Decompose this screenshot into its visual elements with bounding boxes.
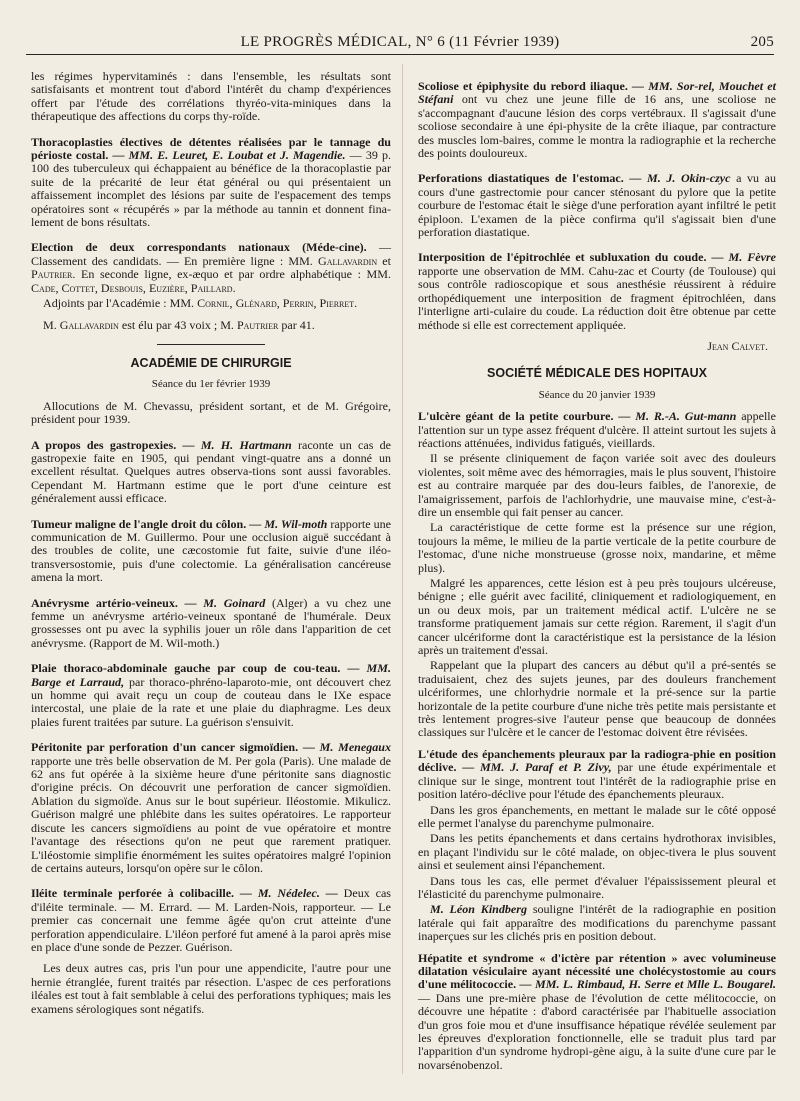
intro-paragraph: les régimes hypervitaminés : dans l'ensemble, les résultats sont satisfaisants et montrent tout d'abord l'intérêt du champ d'expériences offert par l'étude des corrélations thyréo-vita-miniques dans la thérapeutique des affections du corps thy-roïde. <box>31 69 391 124</box>
section-rule <box>157 344 265 345</box>
article-election <box>31 241 391 295</box>
running-header <box>26 34 774 55</box>
article-body: — Dans une pre-mière phase de l'évolution de cette mélitococcie, on découvre une hépatite : d'abord caractérisée par l'habituelle association d'un gros foie mou et d'une insuffisance hépatique révélée seulement par les épreuves d'exploration fonctionnelle, elle se traduit plus tard par l'apparition d'un syndrome hydropi-gène aigu, à la suite d'une cure par le novarsénobenzol. <box>418 990 776 1072</box>
article-authors: — MM. Barge et Larraud, <box>31 661 391 689</box>
article-authors: — MM. L. Rimbaud, H. Serre et Mlle L. Bougarel. <box>519 977 776 992</box>
elected-paragraph <box>31 319 391 332</box>
article-title: Tumeur maligne de l'angle droit du côlon. <box>31 516 247 531</box>
article-body: et <box>382 253 391 268</box>
article-authors: M. Léon Kindberg <box>430 902 527 917</box>
section-title-societe: SOCIÉTÉ MÉDICALE DES HOPITAUX <box>487 366 707 381</box>
person-name: Gallavardin <box>59 317 119 332</box>
article-hepatite <box>418 952 776 1073</box>
article-title: Scoliose et épiphysite du rebord iliaque. <box>418 79 628 93</box>
article-body: rapporte une très belle observation de M. Per gola (Paris). Une malade de 62 ans fut opérée à la sixième heure d'une péritonite sans diagnostic d'origine précis. On découvrit une perforation de cancer sigmoïdien. Ablation du sigmoïde. Anus sur le bout supérieur. Iléostomie. Mikulicz. Guérison malgré une phlébite dans les suites opératoires. Le rapporteur discute les cancers sigmoïdiens au point de vue opératoire et montre l'avantage des résections qu'on ne peut que rarement pratiquer. L'iléostomie simplifie énormément les suites opératoires malgré l'opinion de certains auteurs, lorsqu'on opère sur le côlon. <box>31 753 391 875</box>
article-entry <box>418 172 776 239</box>
article-body: par thoraco-phréno-laparoto-mie, ont découvert chez un homme qui avait reçu un coup de couteau dans le IXe espace intercostal, une plaie de la rate et une plaie du diaphragme. Les deux plaies furent traitées par suture. La guérison s'ensuivit. <box>31 674 391 729</box>
epanch-paragraph: Dans tous les cas, elle permet d'évaluer l'épaississement pleural et l'élasticité du parenchyme pulmonaire. <box>418 873 776 901</box>
article-ulcere <box>418 410 776 450</box>
article-entry <box>31 439 391 506</box>
seance-date: Séance du 1er février 1939 <box>151 378 271 391</box>
column-divider <box>402 64 403 1074</box>
person-name: Pautrier <box>31 267 73 282</box>
page-number: 205 <box>750 34 774 50</box>
article-body: . <box>232 280 236 295</box>
article-body: — Classement des candidats. — En première ligne : MM. <box>31 240 391 268</box>
person-name: Cornil, Glénard, Perrin, Pierret <box>197 296 355 311</box>
signature: Jean Calvet. <box>707 338 768 353</box>
article-authors: — MM. E. Leuret, E. Loubat et J. Magendie. <box>112 148 346 163</box>
article-body: par 41. <box>281 317 315 332</box>
article-entry <box>31 887 391 954</box>
ulcere-paragraph: Rappelant que la plupart des cancers au début qu'il a pré-sentés se traduisaient, chez des sujets jeunes, par des douleurs franchement ulcériformes, une chlorhydrie normale et la pré-sence sur la partie horizontale de la petite courbure d'une niche très petite mais persistante et très lentement progres-sive l'auteur pense que beaucoup de données classiques sur l'ulcère et le cancer de l'estomac doivent être révisées. <box>418 658 776 740</box>
article-body: — 39 p. 100 des tuberculeux qui échappaient au bénéfice de la thoracoplastie par suite de la précarité de leur état général ou qui présentaient un affaissement incomplet des lésions par suite de l'espacement des temps opératoires sont « récupérés » par la méthode au tannin et donnent fina-lement de bons résultats. <box>31 148 392 230</box>
article-entry <box>31 662 391 729</box>
article-authors: — MM. Sor-rel, Mouchet et Stéfani <box>418 79 777 107</box>
article-authors: — M. H. Hartmann <box>182 437 292 452</box>
article-body: Deux cas d'iléite terminale. — M. Errard. — M. Larden-Nois, rapporteur. — Le premier cas concernait une femme âgée qu'on crut atteinte d'une perforation appendiculaire. L'iléon perforé fut amené à la paroi après mise en place d'une sonde de Pezzer. Guérison. <box>31 886 391 954</box>
article-title: Plaie thoraco-abdominale gauche par coup de cou-teau. <box>31 661 341 676</box>
article-title: A propos des gastropexies. <box>31 437 177 452</box>
article-body: rapporte une communication de M. Guillermo. Pour une occlusion aiguë succédant à des troubles de colite, une cæcostomie fut faite, suivie d'une iléo-transversostomie, puis d'une colectomie. La généralisation cancéreuse amena la mort. <box>31 516 392 585</box>
article-title: Thoracoplasties électives de détentes réalisées par le tannage du périoste costal. <box>31 134 391 163</box>
article-authors: — MM. J. Paraf et P. Zivy, <box>462 760 612 775</box>
article-title: L'étude des épanchements pleuraux par la radiogra-phie en position déclive. <box>418 746 776 775</box>
epanch-paragraph: Dans les petits épanchements et dans certains hydrothorax invisibles, en plaçant l'individu sur le côté malade, on objec-tivera le plus souvent ainsi et seulement ainsi l'épanchement. <box>418 831 776 873</box>
right-column <box>418 70 776 1074</box>
article-entry <box>31 597 391 651</box>
article-authors: — M. Goinard <box>184 595 266 610</box>
article-body: raconte un cas de gastropexie faite en 1905, qui pendant vingt-quatre ans a donné un excellent résultat. Quelques autres observa-tions sont aussi favorables. Cependant M. Hartmann estime que le port d'une ceinture est généralement aussi efficace. <box>31 437 392 506</box>
article-entry <box>418 251 776 331</box>
article-body: . En seconde ligne, ex-æquo et par ordre alphabétique : MM. <box>72 267 391 282</box>
article-body: ont vu chez une jeune fille de 16 ans, une scoliose ne s'accompagnant d'aucune lésion des corps vertébraux. Il s'agissait d'une scoliose secondaire à une épi-physite de la crête iliaque, par contracture des muscles lom-baires, comme le montra la radiographie et la recherche des points douloureux. <box>418 92 776 161</box>
article-body: est élu par 43 voix ; M. <box>121 317 234 332</box>
person-name: Pautrier <box>236 317 279 332</box>
article-title: Anévrysme artério-veineux. <box>31 595 178 610</box>
article-body: appelle l'attention sur un type assez fréquent d'ulcère. Il atteint surtout les sujets à réactions atténuées, individus fatigués, vieillards. <box>418 409 776 450</box>
seance-date: Séance du 20 janvier 1939 <box>538 388 656 401</box>
article-authors: — M. Wil-moth <box>249 516 328 531</box>
person-name: Cade, Cottet, Desbouis, Euzière, Paillard <box>31 280 233 295</box>
article-authors: — M. Fèvre <box>711 250 776 265</box>
final-paragraph: Les deux autres cas, pris l'un pour une appendicite, l'autre pour une hernie étranglée, furent traités par résection. L'aspec de ces perforations iléales est tout à fait semblable à celui des perforations typhiques; mais les examens sérologiques sont négatifs. <box>31 961 391 1016</box>
article-authors: — M. Menegaux <box>302 740 392 755</box>
article-body: M. <box>43 317 57 332</box>
ulcere-paragraph: Il se présente cliniquement de façon variée soit avec des douleurs violentes, soit même avec des hémorragies, mais le plus souvent, l'histoire est au contraire marquée par des dou-leurs faibles, de l'anorexie, de l'amaigrissement, parfois de l'achlorhydrie, une mauvaise mine, c'est-à-dire un ensemble qui fait penser au cancer. <box>418 451 776 519</box>
article-body: . <box>354 296 358 311</box>
journal-title: LE PROGRÈS MÉDICAL, N° 6 (11 Février 1939) <box>240 34 560 50</box>
kindberg-paragraph <box>418 903 776 943</box>
article-epanchements <box>418 748 776 802</box>
article-authors: — M. Nédelec. — <box>239 886 338 901</box>
article-authors: — M. J. Okin-czyc <box>629 171 731 186</box>
article-entry <box>31 518 391 585</box>
article-body: Adjoints par l'Académie : MM. <box>43 296 195 311</box>
article-entry <box>31 741 391 875</box>
adjoints-paragraph <box>31 297 391 310</box>
ulcere-paragraph: Malgré les apparences, cette lésion est à peu près toujours ulcéreuse, bénigne ; elle guérit avec facilité, cliniquement et radiologiquement, en un ou deux mois, par un traitement médical actif. L'ulcère ne se transforme pratiquement jamais sur cette région. Rarement, il s'agit d'un cancer ulcériforme dont la caractéristique est la persistance de la lésion après un traitement d'essai. <box>418 576 776 658</box>
ulcere-paragraph: La caractéristique de cette forme est la présence sur une région, toujours la même, le milieu de la partie verticale de la petite courbure de l'estomac, d'une niche monstrueuse (grosse noix, mandarine, et même plus). <box>418 520 776 575</box>
article-thoracoplasties <box>31 136 391 230</box>
article-body: souligne l'intérêt de la radiographie en position latérale qui fait apparaître des modifications du parenchyme passant inaperçues sur les clichés pris en position debout. <box>418 902 776 944</box>
epanch-paragraph: Dans les gros épanchements, en mettant le malade sur le côté opposé elle permet l'analyse du parenchyme pulmonaire. <box>418 802 776 830</box>
article-title: Iléite terminale perforée à colibacille. <box>31 886 235 901</box>
section-title-academie: ACADÉMIE DE CHIRURGIE <box>130 355 292 370</box>
article-title: Hépatite et syndrome « d'ictère par rétention » avec volumineuse dilatation vésiculaire ayant nécessité une cholécystostomie au cours d'une mélitococcie. <box>418 950 776 992</box>
academie-articles <box>31 429 391 963</box>
article-body: (Alger) a vu chez une femme un anévrysme artério-veineux spontané de l'humérale. Deux grossesses ont pu avec la syphilis jouer un rôle dans l'apparition de cet anévrysme. (Rapport de M. Wil-moth.) <box>31 595 392 650</box>
article-title: Péritonite par perforation d'un cancer sigmoïdien. <box>31 740 299 755</box>
article-body: rapporte une observation de MM. Cahu-zac et Courty (de Toulouse) qui sous contrôle radioscopique et sous anesthésie réussirent à réduire orthopédiquement une interposition de fragment épitrochléen, dans l'interligne arti-culaire du coude. La réduction doit être obtenue par cette méthode si elle est correctement appliquée. <box>418 263 776 332</box>
article-entry <box>418 80 776 160</box>
allocutions-paragraph: Allocutions de M. Chevassu, président sortant, et de M. Grégoire, président pour 1939. <box>31 398 391 427</box>
article-title: L'ulcère géant de la petite courbure. <box>418 409 614 424</box>
article-body: par une étude expérimentale et clinique sur le singe, montrent tout l'intérêt de la radiographie prise en position latéro-déclive pour l'étude des épanchements pleuraux. <box>418 760 776 802</box>
article-title: Perforations diastatiques de l'estomac. <box>418 171 624 186</box>
article-title: Interposition de l'épitrochlée et subluxation du coude. <box>418 250 707 265</box>
chirurgie-articles-cont <box>418 70 776 340</box>
left-column <box>31 70 391 1018</box>
article-authors: — M. R.-A. Gut-mann <box>618 409 737 424</box>
article-body: a vu au cours d'une gastrectomie pour cancer sténosant du pylore que la petite courbure de l'estomac était le siège d'une perforation ayant infiltré le petit épiploon. L'examen de la pièce confirma qu'il s'agissait bien d'une perforation diastatique. <box>418 171 776 240</box>
article-title: Election de deux correspondants nationaux (Méde-cine). <box>31 240 367 255</box>
person-name: Gallavardin <box>318 253 378 268</box>
